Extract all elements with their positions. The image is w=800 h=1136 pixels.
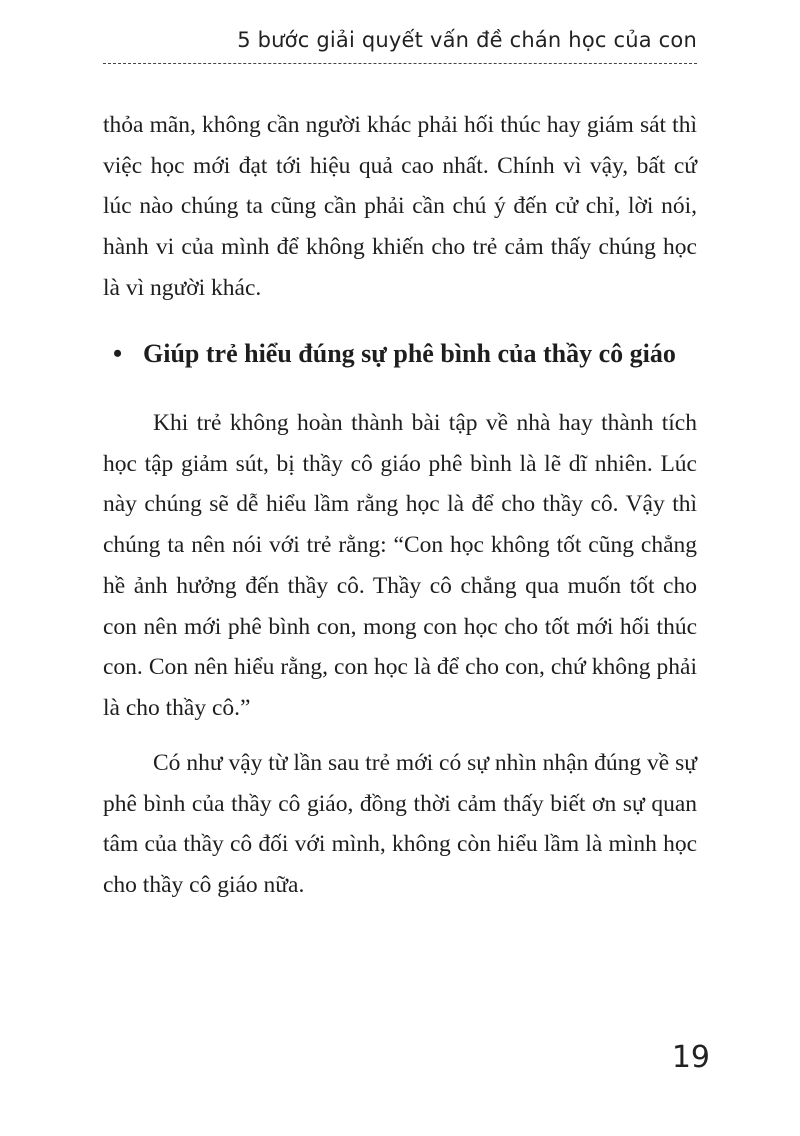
page-number: 19 [671,1040,710,1075]
body-paragraph-1: thỏa mãn, không cần người khác phải hối thúc hay giám sát thì việc học mới đạt tới hiệu quả cao nhất. Chính vì vậy, bất cứ lúc nào chúng ta cũng cần phải cần chú ý đến cử chỉ, lời nói, hành vi của mình để không khiến cho trẻ cảm thấy chúng học là vì người khác. [103,112,697,301]
bullet-icon: • [113,339,123,368]
section-heading [113,339,713,369]
running-header: 5 bước giải quyết vấn đề chán học của con [237,28,697,52]
section-heading-text: Giúp trẻ hiểu đúng sự phê bình của thầy cô giáo [143,339,676,368]
header-divider [103,63,697,64]
body-paragraph-2: Khi trẻ không hoàn thành bài tập về nhà hay thành tích học tập giảm sút, bị thầy cô giáo phê bình là lẽ dĩ nhiên. Lúc này chúng sẽ dễ hiểu lầm rằng học là để cho thầy cô. Vậy thì chúng ta nên nói với trẻ rằng: “Con học không tốt cũng chẳng hề ảnh hưởng đến thầy cô. Thầy cô chẳng qua muốn tốt cho con nên mới phê bình con, mong con học cho tốt mới hối thúc con. Con nên hiểu rằng, con học là để cho con, chứ không phải là cho thầy cô.” [103,410,697,721]
body-paragraph-3: Có như vậy từ lần sau trẻ mới có sự nhìn nhận đúng về sự phê bình của thầy cô giáo, đồng thời cảm thấy biết ơn sự quan tâm của thầy cô đối với mình, không còn hiểu lầm là mình học cho thầy cô giáo nữa. [103,750,697,899]
